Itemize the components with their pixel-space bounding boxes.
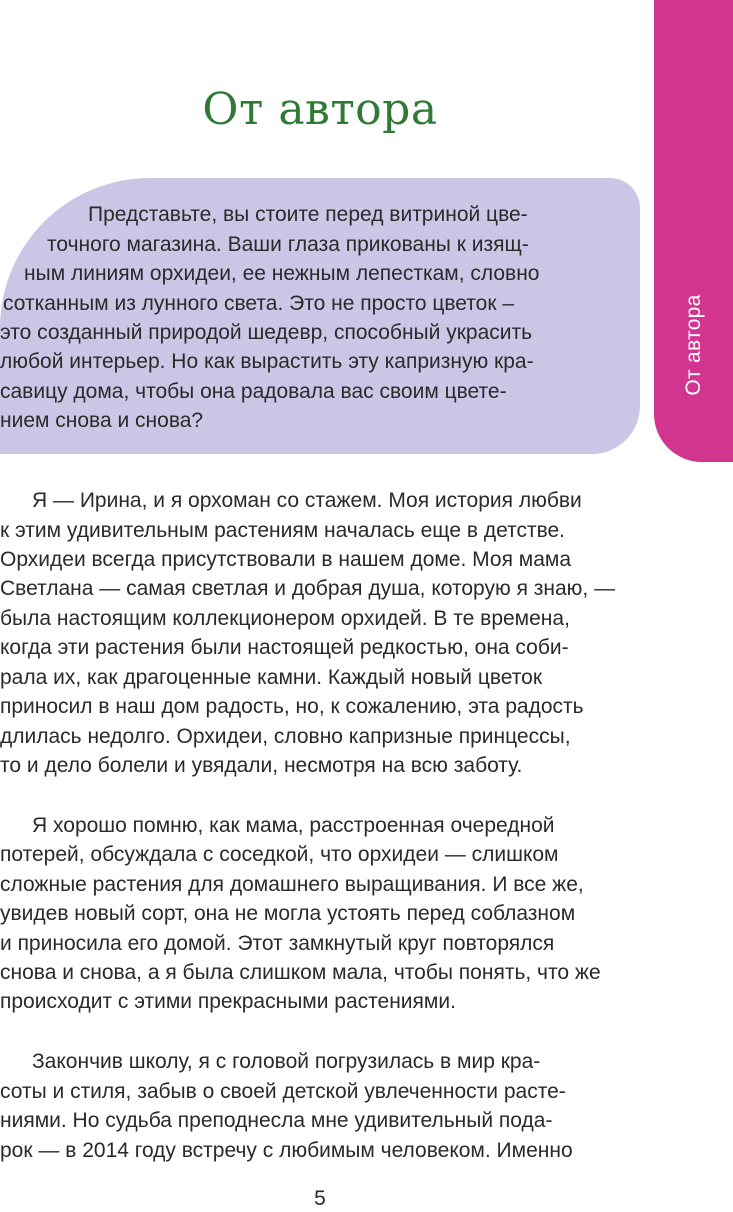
body-line: к этим удивительным растениям началась еще в детстве. [0,519,566,542]
page-number: 5 [314,1187,326,1210]
section-tab-label: От автора [682,294,705,396]
body-line: соты и стиля, забыв о своей детской увлеченности расте- [0,1080,566,1103]
body-line: Светлана — самая светлая и добрая душа, которую я знаю, — [0,577,616,600]
body-line: то и дело болели и увядали, несмотря на всю заботу. [0,754,523,777]
intro-callout [0,178,640,454]
body-line: снова и снова, а я была слишком мала, чтобы понять, что же [0,961,601,984]
body-line: Я хорошо помню, как мама, расстроенная очередной [32,814,555,837]
intro-line: это созданный природой шедевр, способный украсить [0,321,533,344]
page-title: От автора [202,84,438,135]
body-line: рала их, как драгоценные камни. Каждый новый цветок [0,666,543,689]
body-line: ниями. Но судьба преподнесла мне удивительный пода- [0,1109,553,1132]
body-line: была настоящим коллекционером орхидей. В те времена, [0,607,570,630]
body-line: Закончив школу, я с головой погрузилась в мир кра- [32,1050,541,1073]
intro-line: любой интерьер. Но как вырастить эту капризную кра- [0,350,534,373]
intro-line: точного магазина. Ваши глаза прикованы к изящ- [47,233,529,256]
intro-line: Представьте, вы стоите перед витриной цве- [88,203,528,226]
body-line: сложные растения для домашнего выращивания. И все же, [0,873,584,896]
intro-line: сотканным из лунного света. Это не просто цветок – [3,292,515,315]
body-line: увидев новый сорт, она не могла устоять перед соблазном [0,902,576,925]
body-line: приносил в наш дом радость, но, к сожалению, эта радость [0,695,584,718]
body-line: Орхидеи всегда присутствовали в нашем доме. Моя мама [0,548,572,571]
section-side-tab [654,0,733,462]
body-line: происходит с этими прекрасными растениями. [0,990,456,1013]
intro-line: ным линиям орхидеи, ее нежным лепесткам, словно [24,262,540,285]
body-line: Я — Ирина, и я орхоман со стажем. Моя история любви [32,489,582,512]
body-line: и приносила его домой. Этот замкнутый круг повторялся [0,932,555,955]
body-line: рок — в 2014 году встречу с любимым человеком. Именно [0,1139,573,1162]
intro-line: нием снова и снова? [0,409,204,432]
body-line: когда эти растения были настоящей редкостью, она соби- [0,636,569,659]
body-line: потерей, обсуждала с соседкой, что орхидеи — слишком [0,843,559,866]
intro-line: савицу дома, чтобы она радовала вас своим цвете- [0,380,507,403]
body-line: длилась недолго. Орхидеи, словно капризные принцессы, [0,725,571,748]
